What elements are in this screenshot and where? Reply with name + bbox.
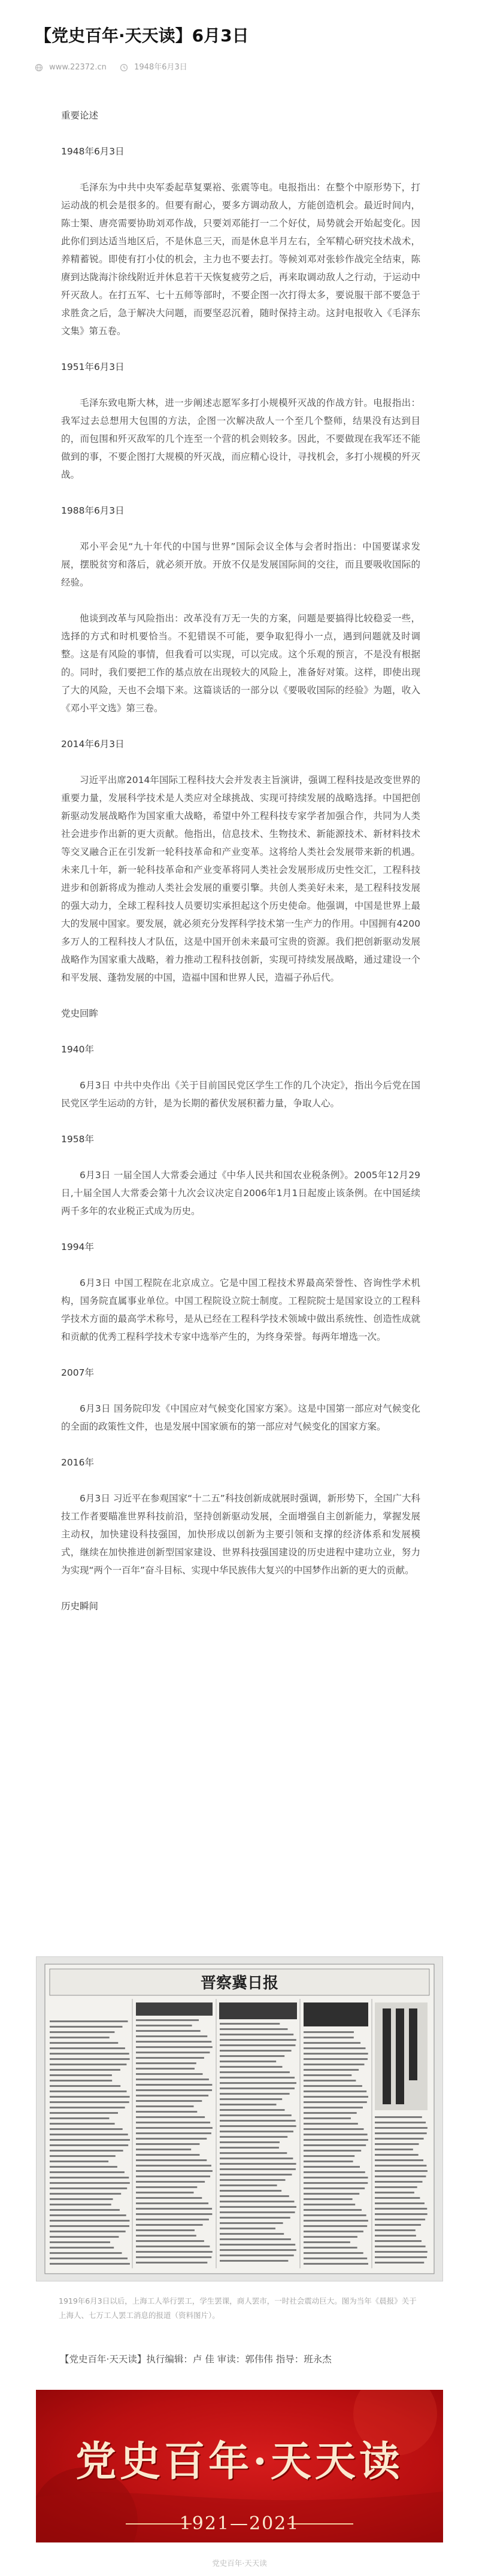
newspaper-text-line <box>304 2058 368 2060</box>
newspaper-text-line <box>220 2131 293 2132</box>
banner-years: 1921—2021 <box>179 2513 300 2534</box>
newspaper-text-line <box>304 2198 353 2200</box>
section-heading: 重要论述 <box>61 110 99 121</box>
newspaper-text-line <box>304 2241 350 2243</box>
newspaper-text-line <box>50 2209 120 2211</box>
article-paragraph: 毛泽东为中共中央军委起草复粟裕、张震等电。电报指出：在整个中原形势下，打运动战的机会是很多的。但要有耐心，要多方调动敌人，方能创造机会。最近时间内，陈士榘、唐亮需要协助刘邓作战，只要刘邓能打一二个好仗，局势就会开始起变化。因此你们到达适当地区后，不是休息三天，而是休息半月左右，全军精心研究技术战术，养精蓄锐。即使有打小仗的机会，主力也不要去打。等候刘邓对张轸作战完全结束，陈赓到达陇海汴徐线附近并休息若干天恢复疲劳之后，再来取调动敌人之行动，于运动中歼灭敌人。在打五军、七十五师等部时，不要企图一次打得太多，要说服干部不要急于求胜贪之后，急于解决大问题，而要坚忍沉着，随时保持主动。这封电报收入《毛泽东文集》第五卷。 <box>61 182 420 336</box>
newspaper-text-line <box>50 2171 125 2173</box>
newspaper-text-line <box>220 2120 296 2122</box>
newspaper-text-line <box>50 2193 121 2195</box>
article-paragraph: 6月3日 国务院印发《中国应对气候变化国家方案》。这是中国第一部应对气候变化的全面的政策性文件，也是发展中国家颁布的第一部应对气候变化的国家方案。 <box>61 1403 420 1432</box>
newspaper-text-line <box>304 2123 358 2125</box>
newspaper-text-line <box>136 2143 199 2145</box>
newspaper-text-line <box>50 2187 127 2189</box>
newspaper-text-line <box>304 2193 359 2195</box>
newspaper-text-line <box>136 2095 208 2096</box>
newspaper-text-line <box>220 2061 276 2062</box>
newspaper-text-line <box>375 2224 421 2226</box>
newspaper-text-line <box>220 2136 287 2138</box>
newspaper-text-line <box>304 2053 368 2055</box>
newspaper-text-line <box>50 2101 129 2103</box>
newspaper-text-line <box>304 2247 357 2249</box>
newspaper-text-line <box>50 2042 118 2044</box>
newspaper-text-line <box>136 2062 196 2064</box>
article-paragraph: 习近平出席2014年国际工程科技大会并发表主旨演讲，强调工程科技是改变世界的重要力量，发展科学技术是人类应对全球挑战、实现可持续发展的战略选择。中国把创新驱动发展战略作为国家重大战略，希望中外工程科技专家学者加强合作，共同为人类社会进步作出新的更大贡献。他指出，信息技术、生物技术、新能源技术、新材料技术等交叉融合正在引发新一轮科技革命和产业变革。这将给人类社会发展带来新的机遇。未来几十年，新一轮科技革命和产业变革将同人类社会发展形成历史性交汇，工程科技进步和创新将成为推动人类社会发展的重要引擎。共创人类美好未来，是工程科技发展的强大动力，全球工程科技人员要切实承担起这个历史使命。他强调，中国是世界上最大的发展中国家。要发展，就必须充分发挥科学技术第一生产力的作用。中国拥有4200多万人的工程科技人才队伍，这是中国开创未来最可宝贵的资源。我们把创新驱动发展战略作为国家重大战略，着力推动工程科技创新，实现可持续发展战略，通过建设一个和平发展、蓬勃发展的中国，造福中国和世界人民，造福子孙后代。 <box>61 775 420 983</box>
newspaper-text-line <box>50 2128 123 2130</box>
newspaper-text-line <box>304 2080 356 2082</box>
newspaper-text-line <box>50 2258 128 2259</box>
newspaper-text-line <box>304 2139 368 2141</box>
newspaper-text-line <box>136 2262 207 2264</box>
newspaper-text-line <box>304 2112 357 2114</box>
globe-icon <box>35 63 43 72</box>
newspaper-text-line <box>304 2096 368 2098</box>
newspaper-text-line <box>50 2247 114 2249</box>
newspaper-text-line <box>220 2039 296 2041</box>
newspaper-text-line <box>220 2179 286 2181</box>
newspaper-text-line <box>304 2085 362 2087</box>
newspaper-text-line <box>50 2198 113 2200</box>
newspaper-text-line <box>220 2168 296 2170</box>
newspaper-text-line <box>304 2069 359 2071</box>
banner-title: 党史百年·天天读 <box>75 2438 404 2486</box>
newspaper-text-line <box>50 2117 109 2119</box>
newspaper-text-line <box>220 2201 295 2202</box>
newspaper-text-line <box>50 2080 112 2082</box>
newspaper-text-line <box>136 2052 210 2053</box>
newspaper-text-line <box>136 2149 191 2150</box>
newspaper-text-line <box>304 2047 366 2049</box>
newspaper-text-line <box>304 2204 355 2205</box>
newspaper-text-line <box>50 2214 126 2216</box>
history-newspaper-image <box>36 1956 443 2281</box>
newspaper-text-line <box>375 2122 426 2123</box>
newspaper-text-line <box>220 2071 290 2073</box>
newspaper-text-line <box>220 2206 296 2208</box>
section-heading: 2016年 <box>61 1457 94 1468</box>
newspaper-text-line <box>136 2186 197 2188</box>
newspaper-text-line <box>136 2132 211 2134</box>
newspaper-text-line <box>304 2220 368 2222</box>
newspaper-text-line <box>220 2190 281 2192</box>
section-heading: 1958年 <box>61 1134 94 1145</box>
newspaper-text-line <box>136 2046 213 2048</box>
newspaper-text-line <box>50 2020 128 2022</box>
newspaper-text-line <box>304 2128 364 2130</box>
article-title: 【党史百年·天天读】6月3日 <box>35 26 249 45</box>
section-heading: 1994年 <box>61 1242 94 1252</box>
newspaper-text-line <box>304 2074 351 2076</box>
newspaper-text-line <box>375 2256 427 2258</box>
newspaper-text-line <box>220 2147 279 2149</box>
newspaper-text-line <box>375 2159 423 2161</box>
newspaper-text-line <box>136 2073 203 2075</box>
article-meta <box>35 62 187 73</box>
section-heading: 1948年6月3日 <box>61 146 125 157</box>
newspaper-text-line <box>136 2213 212 2215</box>
newspaper-text-line <box>375 2154 419 2156</box>
article-body <box>61 107 420 1633</box>
newspaper-text-line <box>375 2235 416 2237</box>
newspaper-text-line <box>375 2138 424 2140</box>
series-banner <box>36 2390 443 2542</box>
newspaper-text-line <box>136 2165 211 2167</box>
source-url[interactable]: www.22372.cn <box>49 63 107 72</box>
newspaper-text-line <box>220 2125 296 2127</box>
newspaper-text-line <box>50 2182 130 2184</box>
newspaper-text-line <box>375 2132 427 2134</box>
newspaper-text-line <box>50 2047 125 2049</box>
newspaper-text-line <box>304 2231 363 2232</box>
newspaper-text-line <box>375 2149 413 2150</box>
newspaper-text-line <box>136 2084 212 2086</box>
newspaper-text-line <box>375 2219 425 2220</box>
newspaper-text-line <box>136 2256 211 2258</box>
editor-credits: 【党史百年·天天读】执行编辑：卢 佳 审读：郭伟伟 指导：班永杰 <box>60 2354 332 2365</box>
newspaper-text-line <box>220 2044 296 2046</box>
newspaper-text-line <box>304 2214 366 2216</box>
article-paragraph: 6月3日 中国工程院在北京成立。它是中国工程技术界最高荣誉性、咨询性学术机构，国务院直属事业单位。中国工程院设立院士制度。工程院院士是国家设立的工程科学技术方面的最高学术称号，是从已经在工程科学技术领域中做出系统性、创造性成就和贡献的优秀工程科学技术专家中选举产生的，为终身荣誉。每两年增选一次。 <box>61 1278 420 1342</box>
newspaper-text-line <box>304 2171 365 2173</box>
newspaper-text-line <box>136 2170 213 2172</box>
image-caption: 1919年6月3日以后，上海工人举行罢工，学生罢课，商人罢市，一时社会震动巨大。图为当年《晨报》关于上海人、七万工人罢工消息的报道（资料图片）。 <box>59 2296 417 2320</box>
newspaper-text-line <box>220 2174 292 2176</box>
newspaper-text-line <box>220 2238 291 2240</box>
footer-label: 党史百年·天天读 <box>212 2559 267 2568</box>
newspaper-text-line <box>304 2037 354 2038</box>
newspaper-text-line <box>304 2042 360 2044</box>
newspaper-text-line <box>136 2127 213 2129</box>
newspaper-text-line <box>375 2186 417 2188</box>
newspaper-text-line <box>375 2127 428 2129</box>
newspaper-text-line <box>50 2204 111 2205</box>
newspaper-text-line <box>50 2026 123 2028</box>
newspaper-text-line <box>50 2112 118 2114</box>
section-heading: 2007年 <box>61 1367 94 1378</box>
newspaper-text-line <box>220 2087 295 2089</box>
newspaper-text-line <box>50 2058 130 2060</box>
newspaper-text-line <box>220 2109 285 2111</box>
section-heading: 党史回眸 <box>61 1008 99 1019</box>
newspaper-text-line <box>220 2055 284 2057</box>
newspaper-text-line <box>136 2030 201 2032</box>
newspaper-text-line <box>136 2116 205 2118</box>
newspaper-text-line <box>304 2209 362 2211</box>
newspaper-text-line <box>220 2195 289 2197</box>
newspaper-text-line <box>220 2082 296 2084</box>
newspaper-text-line <box>136 2019 199 2021</box>
newspaper-text-line <box>136 2224 203 2226</box>
newspaper-text-line <box>304 2263 368 2265</box>
newspaper-text-line <box>50 2150 123 2152</box>
newspaper-text-line <box>136 2154 199 2156</box>
newspaper-text-line <box>50 2220 129 2222</box>
newspaper-text-line <box>304 2144 366 2146</box>
newspaper-text-line <box>136 2041 211 2043</box>
newspaper-text-line <box>375 2246 426 2247</box>
newspaper-text-line <box>375 2240 422 2242</box>
newspaper-text-line <box>220 2104 277 2105</box>
newspaper-text-line <box>50 2241 110 2243</box>
newspaper-text-line <box>50 2263 130 2265</box>
newspaper-text-line <box>50 2161 108 2162</box>
newspaper-text-line <box>304 2166 360 2168</box>
newspaper-text-line <box>220 2249 296 2251</box>
newspaper-text-line <box>136 2079 209 2080</box>
newspaper-text-line <box>220 2141 280 2143</box>
newspaper-text-line <box>50 2064 126 2065</box>
newspaper-text-line <box>375 2208 427 2210</box>
section-heading: 1940年 <box>61 1044 94 1055</box>
section-heading: 1951年6月3日 <box>61 362 125 372</box>
newspaper-text-line <box>136 2111 197 2113</box>
newspaper-text-line <box>375 2197 420 2199</box>
newspaper-text-line <box>50 2252 122 2254</box>
newspaper-text-line <box>136 2202 208 2204</box>
newspaper-text-line <box>136 2219 209 2220</box>
newspaper-text-line <box>304 2064 365 2065</box>
newspaper-text-line <box>136 2246 210 2247</box>
newspaper-text-line <box>136 2181 205 2183</box>
newspaper-text-line <box>50 2166 117 2168</box>
newspaper-text-line <box>220 2034 293 2035</box>
newspaper-text-line <box>304 2090 366 2092</box>
newspaper-text-line <box>136 2197 202 2199</box>
newspaper-text-line <box>304 2155 354 2157</box>
newspaper-text-line <box>375 2116 422 2118</box>
newspaper-text-line <box>50 2085 120 2087</box>
newspaper-text-line <box>375 2143 419 2145</box>
newspaper-text-line <box>50 2231 126 2232</box>
newspaper-text-line <box>136 2068 195 2070</box>
article-paragraph: 毛泽东致电斯大林，进一步阐述志愿军多打小规模歼灭战的作战方针。电报指出：我军过去总想用大包围的方法，企图一次解决敌人一个至几个整师，结果没有达到目的，而包围和歼灭敌军的几个连至一个营的机会则较多。因此，不要做现在我军还不能做到的事，不要企图打大规模的歼灭战，而应精心设计，寻找机会，多打小规模的歼灭战。 <box>61 398 420 480</box>
newspaper-text-line <box>375 2262 424 2264</box>
section-heading: 历史瞬间 <box>61 1601 99 1612</box>
newspaper-text-line <box>220 2077 295 2079</box>
newspaper-text-line <box>136 2159 207 2161</box>
newspaper-text-line <box>50 2144 128 2146</box>
newspaper-text-line <box>50 2090 127 2092</box>
newspaper-text-line <box>375 2229 416 2231</box>
newspaper-text-line <box>220 2098 282 2100</box>
newspaper-text-line <box>304 2107 363 2108</box>
newspaper-text-line <box>304 2258 367 2259</box>
newspaper-text-line <box>304 2101 367 2103</box>
newspaper-text-line <box>50 2053 129 2055</box>
newspaper-text-line <box>304 2177 368 2178</box>
newspaper-text-line <box>304 2236 357 2238</box>
newspaper-text-line <box>136 2089 212 2091</box>
newspaper-text-line <box>136 2025 192 2026</box>
newspaper-text-line <box>220 2255 294 2256</box>
newspaper-text-line <box>304 2150 361 2152</box>
newspaper-text-line <box>50 2074 112 2076</box>
section-heading: 2014年6月3日 <box>61 739 125 750</box>
newspaper-text-line <box>375 2170 428 2172</box>
newspaper-text-line <box>136 2105 194 2107</box>
newspaper-text-line <box>220 2114 292 2116</box>
newspaper-text-line <box>220 2233 284 2235</box>
newspaper-text-line <box>304 2182 368 2184</box>
newspaper-text-line <box>136 2138 207 2140</box>
newspaper-text-line <box>304 2187 365 2189</box>
newspaper-text-line <box>50 2031 114 2033</box>
newspaper-text-line <box>304 2031 354 2033</box>
newspaper-text-line <box>50 2139 130 2141</box>
article-paragraph: 6月3日 习近平在参观国家“十二五”科技创新成就展时强调，新形势下，全国广大科技工作者要瞄准世界科技前沿，坚持创新驱动发展，全面增强自主创新能力，掌握发展主动权，加快建设科技强国，加快形成以创新为主要引领和支撑的经济体系和发展模式，继续在加快推进创新型国家建设、世界科技强国建设的历史进程中建功立业，努力为实现“两个一百年”奋斗目标、实现中华民族伟大复兴的中国梦作出新的更大的贡献。 <box>61 1493 420 1576</box>
newspaper-text-line <box>304 2225 367 2227</box>
newspaper-text-line <box>50 2236 119 2238</box>
newspaper-text-line <box>50 2069 120 2071</box>
newspaper-text-line <box>375 2176 426 2177</box>
newspaper-text-line <box>136 2035 207 2037</box>
publish-date: 1948年6月3日 <box>134 63 187 72</box>
newspaper-text-line <box>50 2177 129 2178</box>
newspaper-text-line <box>50 2096 130 2098</box>
newspaper-illustration <box>37 1957 442 2281</box>
newspaper-text-line <box>304 2252 363 2254</box>
newspaper-text-line <box>220 2066 283 2068</box>
newspaper-text-line <box>375 2181 423 2183</box>
clock-icon <box>120 63 128 72</box>
newspaper-text-line <box>220 2028 288 2030</box>
newspaper-text-line <box>304 2134 368 2135</box>
newspaper-masthead: 晋察冀日报 <box>200 1974 279 1992</box>
newspaper-text-line <box>220 2260 288 2262</box>
newspaper-text-line <box>136 2057 204 2059</box>
newspaper-text-line <box>220 2163 296 2165</box>
section-heading: 1988年6月3日 <box>61 505 125 516</box>
newspaper-text-line <box>50 2155 116 2157</box>
newspaper-text-line <box>220 2217 290 2219</box>
newspaper-text-line <box>136 2176 210 2177</box>
newspaper-text-line <box>50 2123 115 2125</box>
newspaper-text-line <box>50 2134 128 2135</box>
newspaper-text-line <box>375 2192 414 2193</box>
newspaper-text-line <box>304 2161 353 2162</box>
newspaper-text-line <box>136 2240 204 2242</box>
newspaper-text-line <box>304 2117 351 2119</box>
newspaper-text-line <box>136 2100 202 2102</box>
newspaper-text-line <box>220 2152 287 2154</box>
newspaper-text-line <box>136 2229 195 2231</box>
newspaper-text-line <box>220 2023 280 2025</box>
article-paragraph: 邓小平会见“九十年代的中国与世界”国际会议全体与会者时指出：中国要谋求发展，摆脱贫穷和落后，就必须开放。开放不仅是发展国际间的交往，而且要吸收国际的经验。 <box>61 541 420 588</box>
newspaper-text-line <box>220 2093 290 2095</box>
article-paragraph: 6月3日 中共中央作出《关于目前国民党区学生工作的几个决定》，指出今后党在国民党区学生运动的方针，是为长期的蓄伏发展积蓄力量，争取人心。 <box>61 1080 420 1109</box>
newspaper-text-line <box>220 2244 295 2246</box>
newspaper-text-line <box>220 2158 293 2159</box>
newspaper-text-line <box>50 2107 125 2108</box>
newspaper-text-line <box>220 2228 275 2229</box>
newspaper-text-line <box>375 2251 428 2253</box>
newspaper-text-line <box>375 2213 428 2215</box>
newspaper-text-line <box>136 2208 212 2210</box>
newspaper-text-line <box>50 2225 129 2227</box>
article-paragraph: 他谈到改革与风险指出：改革没有万无一失的方案，问题是要搞得比较稳妥一些，选择的方式和时机要恰当。不犯错误不可能，要争取犯得小一点，遇到问题就及时调整。这是有风险的事情，但我看可以实现，可以完成。这个乐观的预言，不是没有根据的。同时，我们要把工作的基点放在出现较大的风险上，准备好对策。这样，即使出现了大的风险，天也不会塌下来。这篇谈话的一部分以《要吸收国际的经验》为题，收入《邓小平文选》第三卷。 <box>61 613 420 714</box>
newspaper-text-line <box>136 2192 194 2193</box>
article-paragraph: 6月3日 一届全国人大常委会通过《中华人民共和国农业税条例》。2005年12月29日,十届全国人大常委会第十九次会议决定自2006年1月1日起废止该条例。在中国延续两千多年的农业税正式成为历史。 <box>61 1170 420 1216</box>
newspaper-text-line <box>136 2122 210 2123</box>
newspaper-text-line <box>220 2050 292 2052</box>
newspaper-text-line <box>375 2165 426 2167</box>
newspaper-text-line <box>220 2211 295 2213</box>
newspaper-text-line <box>136 2251 213 2253</box>
newspaper-text-line <box>136 2235 196 2237</box>
newspaper-text-line <box>220 2222 283 2224</box>
newspaper-text-line <box>50 2037 110 2038</box>
newspaper-text-line <box>375 2202 425 2204</box>
newspaper-text-line <box>220 2184 277 2186</box>
